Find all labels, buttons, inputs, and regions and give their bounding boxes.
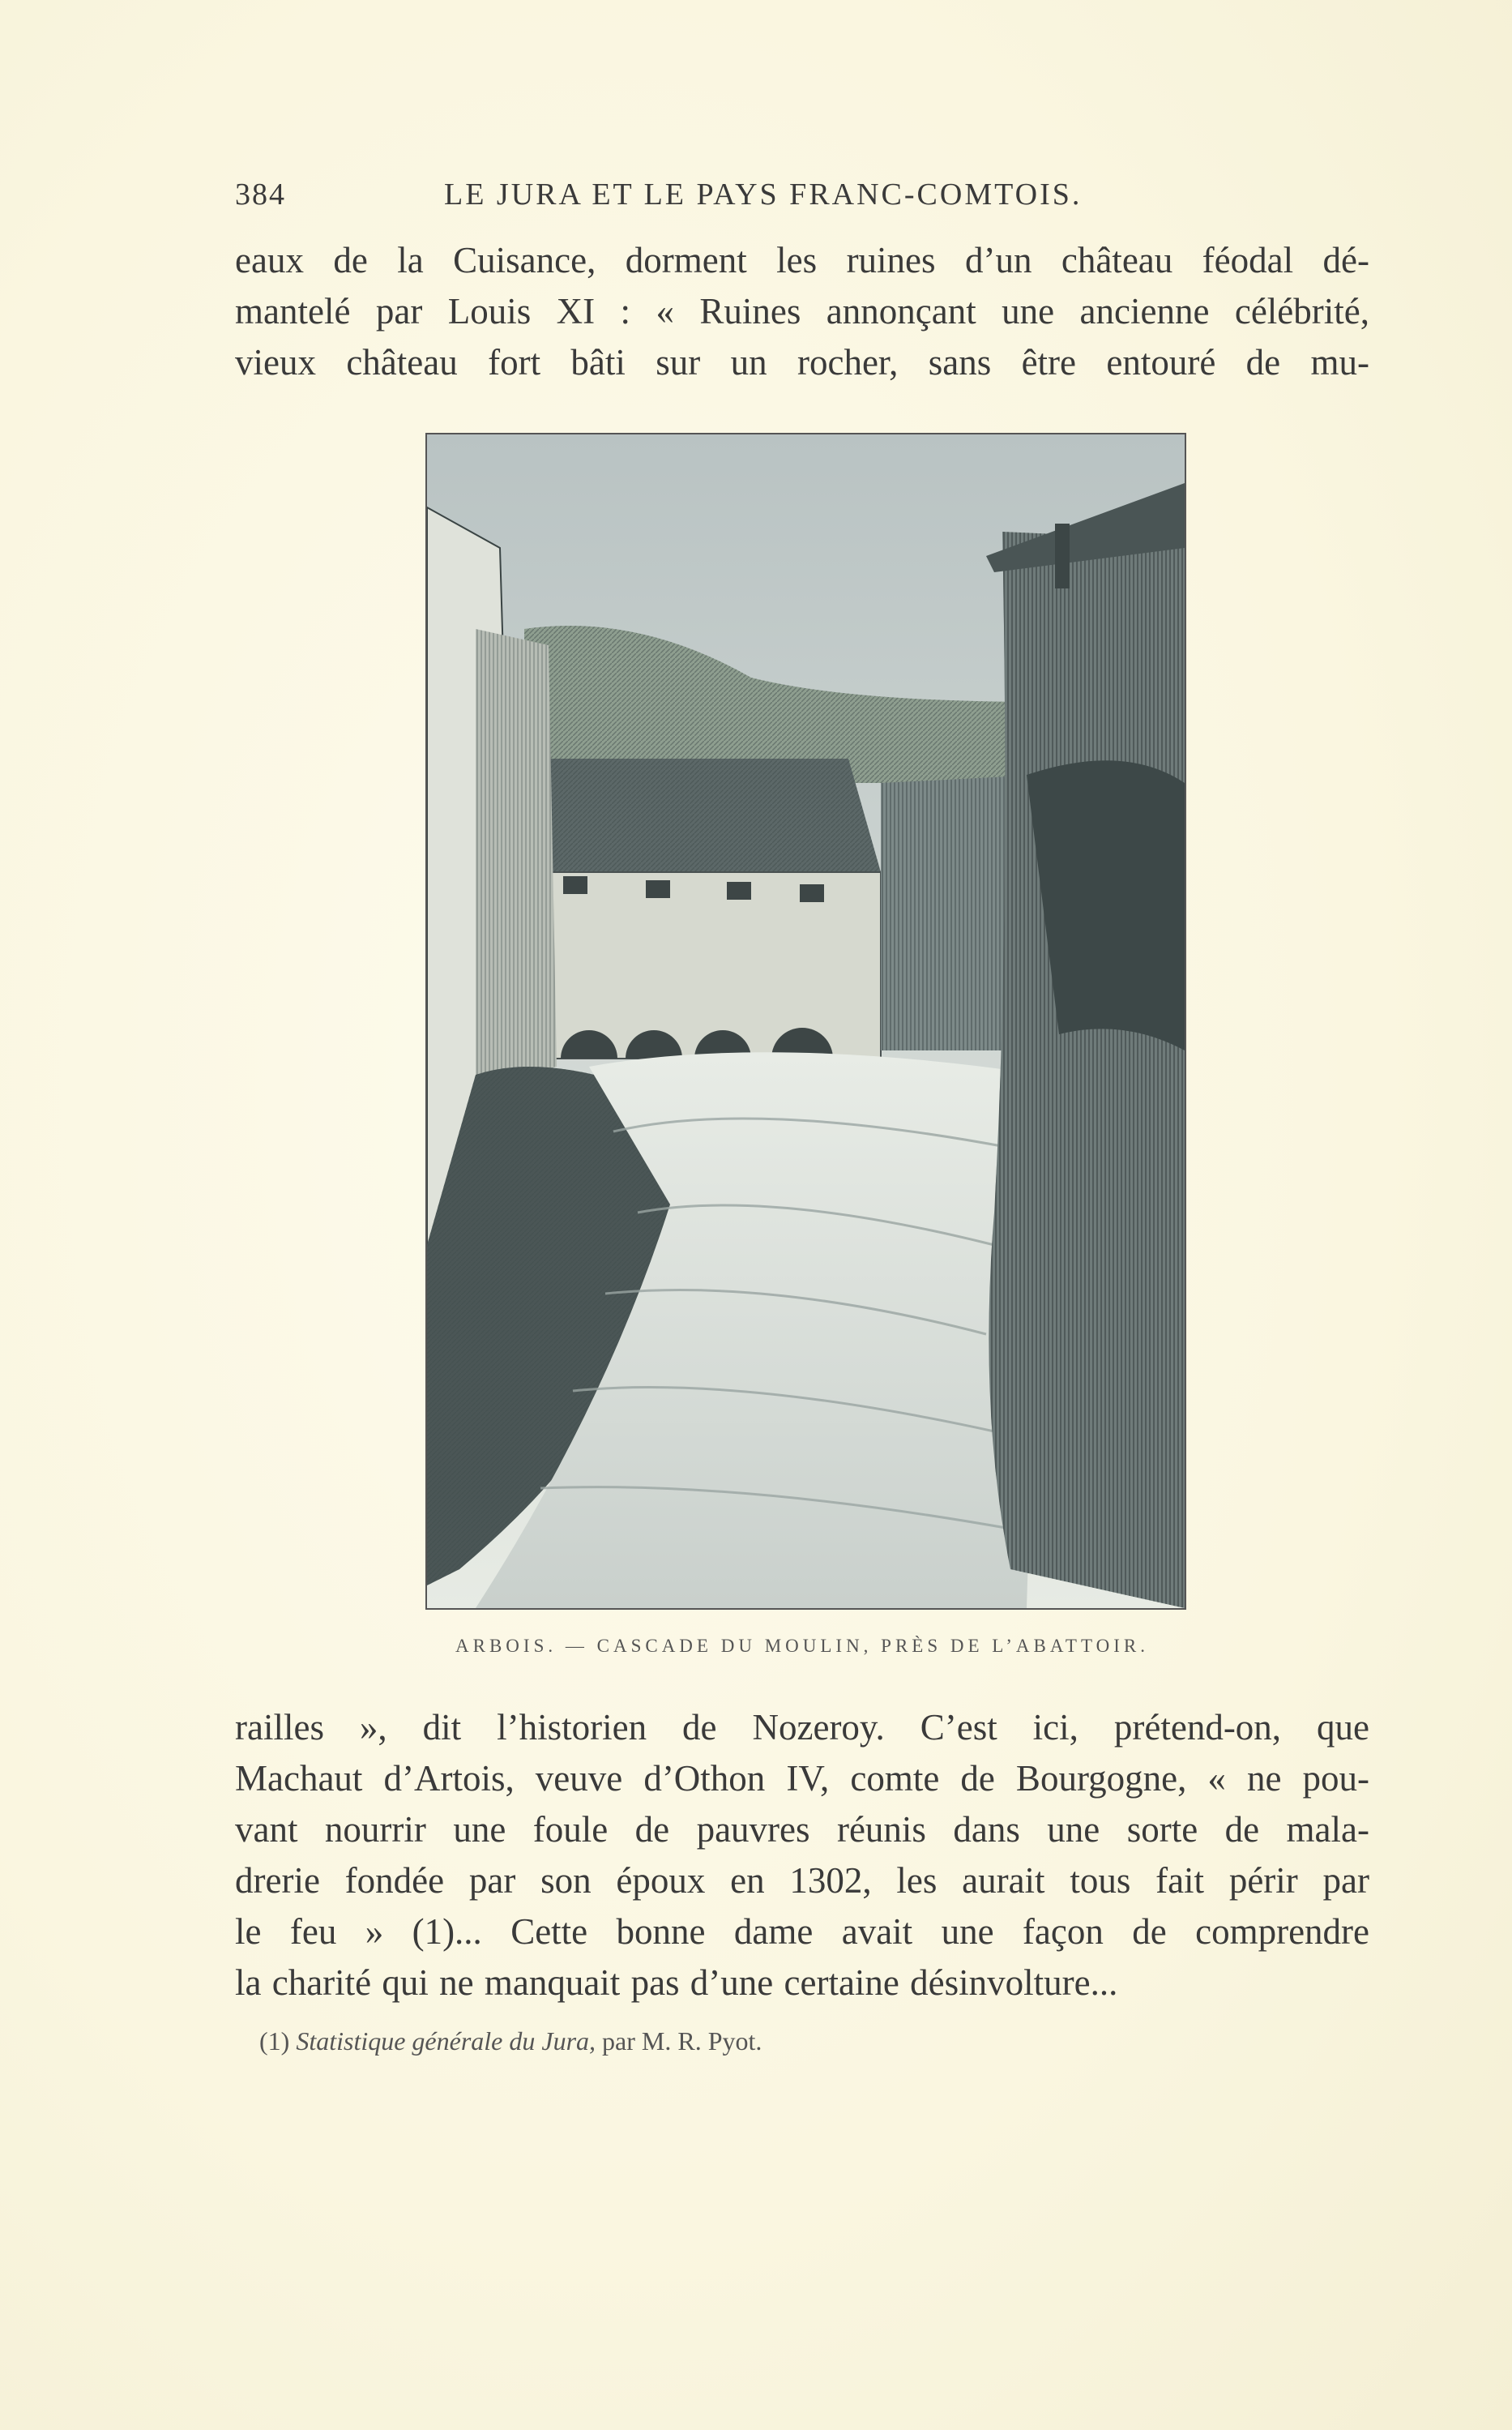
text-line: la charité qui ne manquait pas d’une certaine désinvolture... xyxy=(235,1962,1118,2003)
page-number: 384 xyxy=(235,178,286,212)
running-head: LE JURA ET LE PAYS FRANC-COMTOIS. xyxy=(444,178,1083,212)
waterfall-engraving-icon xyxy=(427,434,1185,1608)
footnote-author: par M. R. Pyot. xyxy=(602,2026,762,2056)
body-text-top xyxy=(235,235,1369,388)
text-line: Machaut d’Artois, veuve d’Othon IV, comte de Bourgogne, « ne pou- xyxy=(235,1758,1369,1799)
text-line: eaux de la Cuisance, dorment les ruines d’un château féodal dé- xyxy=(235,240,1369,280)
figure-caption: ARBOIS. — CASCADE DU MOULIN, PRÈS DE L’ABATTOIR. xyxy=(455,1636,1149,1656)
body-text-bottom xyxy=(235,1702,1369,2009)
text-line: vant nourrir une foule de pauvres réunis dans une sorte de mala- xyxy=(235,1809,1369,1850)
engraving-illustration xyxy=(425,433,1186,1610)
text-line: vieux château fort bâti sur un rocher, sans être entouré de mu- xyxy=(235,342,1369,383)
page-header xyxy=(235,177,1167,217)
text-line: drerie fondée par son époux en 1302, les aurait tous fait périr par xyxy=(235,1860,1369,1901)
text-line: le feu » (1)... Cette bonne dame avait une façon de comprendre xyxy=(235,1911,1369,1952)
footnote-title: Statistique générale du Jura, xyxy=(296,2026,596,2056)
footnote-marker: (1) xyxy=(259,2026,290,2056)
text-line: mantelé par Louis XI : « Ruines annonçant une ancienne célébrité, xyxy=(235,291,1369,332)
text-line: railles », dit l’historien de Nozeroy. C’est ici, prétend-on, que xyxy=(235,1707,1369,1748)
footnote xyxy=(259,2026,1313,2056)
